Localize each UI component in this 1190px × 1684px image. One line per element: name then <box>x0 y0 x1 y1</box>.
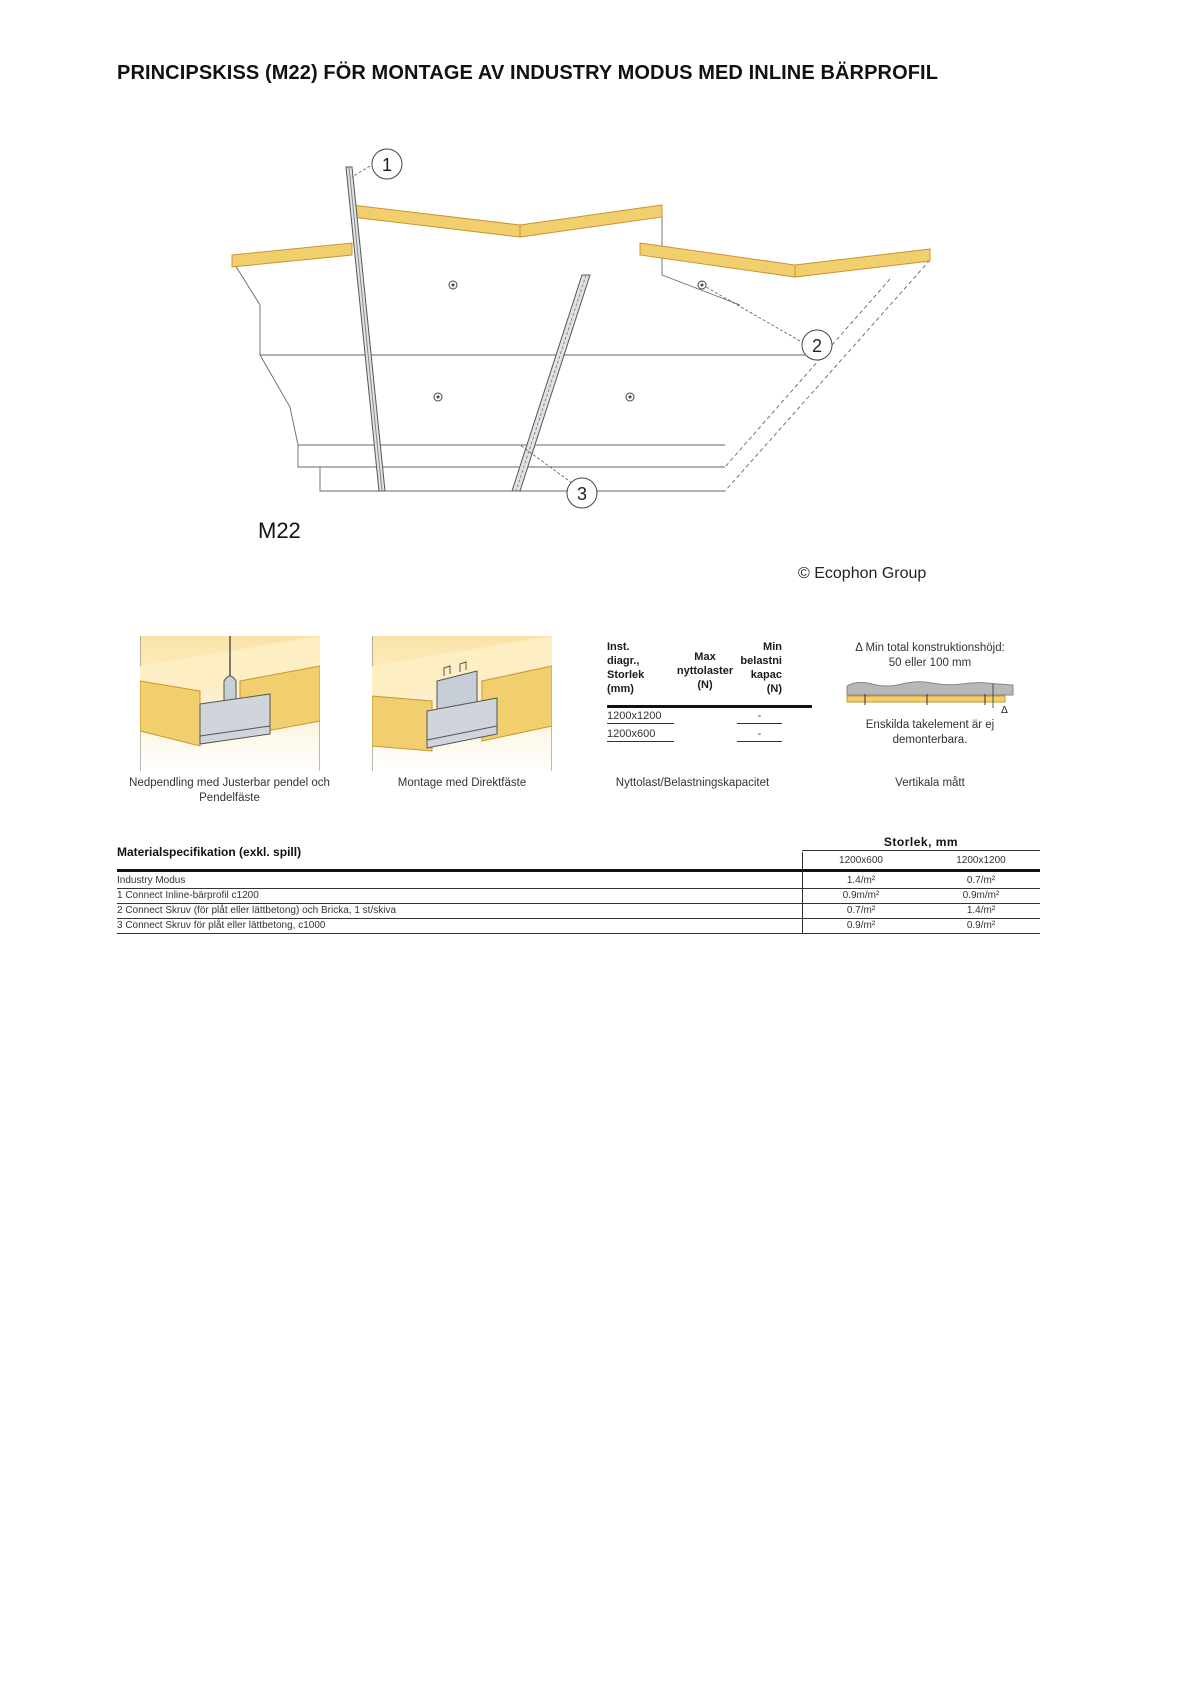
direct-caption: Montage med Direktfäste <box>397 777 527 789</box>
load-caption: Nyttolast/Belastningskapacitet <box>615 777 770 789</box>
table-row: 2 Connect Skruv (för plåt eller lättbetong) och Bricka, 1 st/skiva 0.7/m² 1.4/m² <box>117 903 1040 919</box>
load-table <box>607 640 812 744</box>
vertical-section-diagram <box>845 680 1015 714</box>
direct-mount-illustration <box>372 636 552 771</box>
material-spec-table <box>117 835 1040 935</box>
load-col3-header: Min belastni kapac (N) <box>740 641 782 695</box>
svg-text:1: 1 <box>381 155 393 175</box>
callout-3 <box>567 478 597 508</box>
col-header-1200x600: 1200x600 <box>839 855 883 866</box>
m22-installation-diagram <box>220 145 940 525</box>
callout-2 <box>802 330 832 360</box>
col-header-1200x1200: 1200x1200 <box>956 855 1006 866</box>
copyright-note: © Ecophon Group <box>798 565 927 582</box>
removable-note: Enskilda takelement är ej demonterbara. <box>865 719 995 746</box>
table-row: 1 Connect Inline-bärprofil c1200 0.9m/m² 0.9m/m² <box>117 888 1040 904</box>
svg-text:3: 3 <box>576 484 588 504</box>
vertical-caption: Vertikala mått <box>895 777 965 789</box>
table-row: 3 Connect Skruv för plåt eller lättbetong, c1000 0.9/m² 0.9/m² <box>117 918 1040 934</box>
svg-text:2: 2 <box>811 336 823 356</box>
spec-title: Materialspecifikation (exkl. spill) <box>117 845 302 859</box>
pendel-caption: Nedpendling med Justerbar pendel och Pendelfäste <box>129 777 330 804</box>
pendel-mount-illustration <box>140 636 320 771</box>
delta-symbol: Δ <box>1001 705 1008 714</box>
load-table-header <box>607 640 812 708</box>
page-title: PRINCIPSKISS (M22) FÖR MONTAGE AV INDUSTRY MODUS MED INLINE BÄRPROFIL <box>117 62 939 84</box>
inline-profile-3 <box>512 275 590 491</box>
panel-edge <box>232 205 930 277</box>
diagram-label: M22 <box>258 518 301 543</box>
load-col2-header: Max nyttolaster (N) <box>676 651 734 691</box>
callout-1 <box>372 149 402 179</box>
load-col1-header: Inst. diagr., Storlek (mm) <box>607 641 645 695</box>
table-row: Industry Modus 1.4/m² 0.7/m² <box>117 873 1040 889</box>
size-header: Storlek, mm <box>802 835 1040 851</box>
height-note: Δ Min total konstruktionshöjd: 50 eller 100 mm <box>855 642 1005 669</box>
table-row: 1200x600 - <box>607 726 812 744</box>
table-row: 1200x1200 - <box>607 708 812 726</box>
